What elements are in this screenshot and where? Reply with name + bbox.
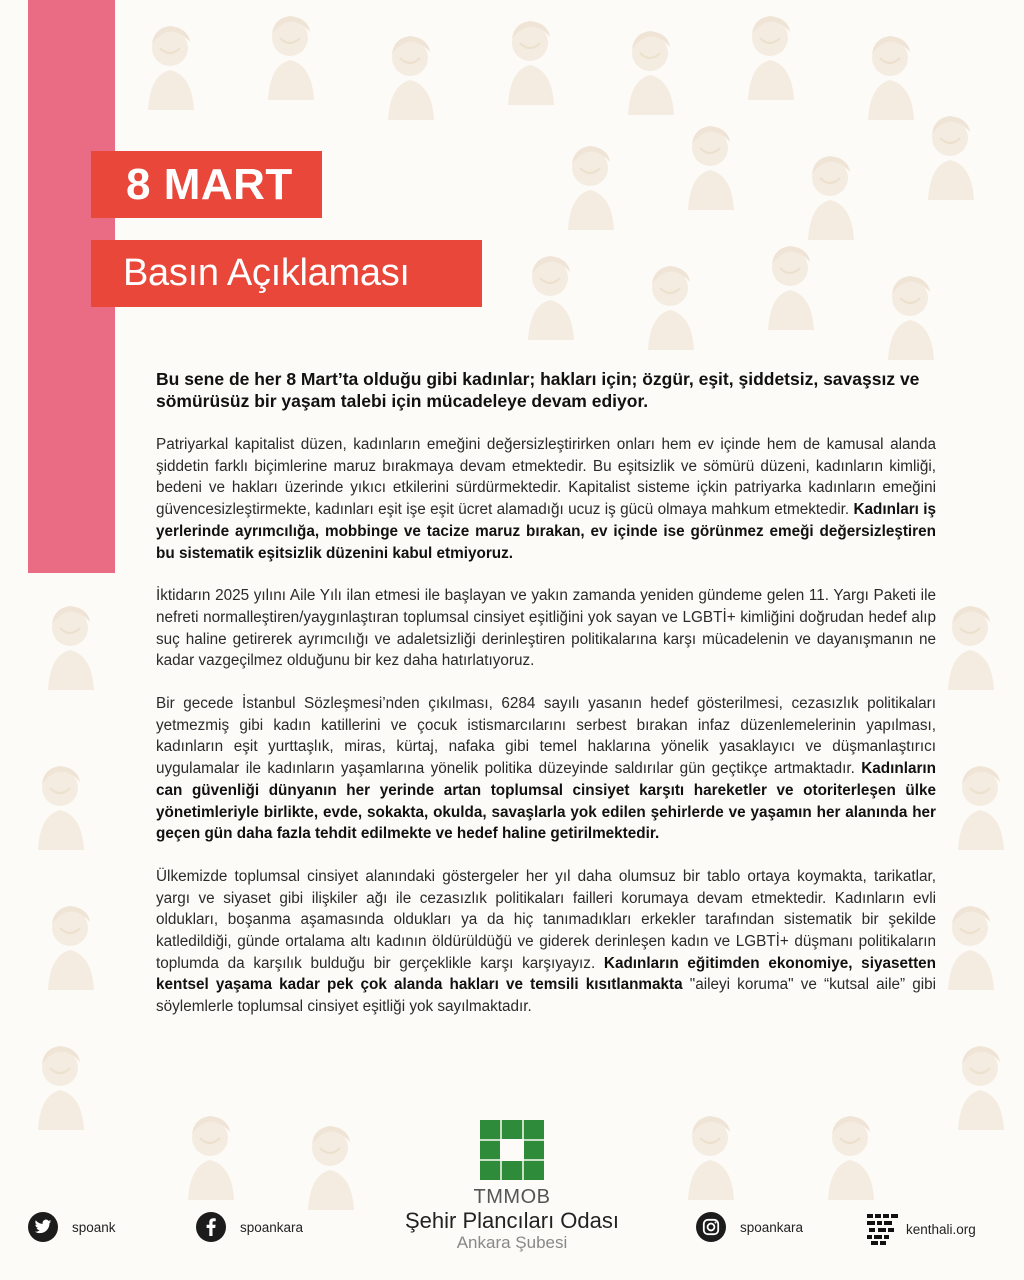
title-box	[91, 151, 322, 218]
green-square-grid-icon	[480, 1120, 544, 1180]
subtitle-box	[91, 240, 482, 307]
page-title: 8 MART	[126, 159, 293, 209]
paragraph-1-bold: Kadınları iş yerlerinde ayrımcılığa, mobbinge ve tacize maruz bırakan, ev içinde ise görünmez emeği değersizleştiren bu sistematik eşitsizlik düzenini kabul etmiyoruz.	[156, 501, 936, 562]
twitter-link[interactable]	[28, 1212, 116, 1242]
twitter-handle: spoank	[72, 1219, 116, 1235]
paragraph-2	[156, 585, 936, 672]
kenthali-logo-icon	[866, 1212, 900, 1246]
paragraph-1-text: Patriyarkal kapitalist düzen, kadınların emeğini değersizleştirirken onları hem ev içinde hem de kamusal alanda şiddetin farklı biçimlerine maruz bırakmaya devam etmektedir. Bu eşitsizlik ve sömürü düzeni, kadınların kimliği, bedeni ve hakları üzerinde yıkıcı etkilerini sürdürmektedir. Kapitalist sisteme içkin patriyarka kadınların emeğini güvencesizleştirmekte, kadınları eşit işe eşit ücret alamadığı ucuz iş gücü olmaya mahkum etmektedir.	[156, 436, 936, 519]
website-url: kenthali.org	[906, 1221, 976, 1237]
logo-branch-name: Ankara Şubesi	[456, 1233, 568, 1252]
website-link[interactable]	[866, 1212, 976, 1246]
paragraph-4-text: Ülkemizde toplumsal cinsiyet alanındaki göstergeler her yıl daha olumsuz bir tablo ortaya koymakta, tarikatlar, yargı ve siyaset gibi ilişkiler ağı ile cezasızlık politikaları failleri korumaya devam etmektedir. Kadınların evli oldukları, boşanma aşamasında oldukları ya da hiç tanımadıkları erkekler tarafından sistematik bir şekilde katledildiği, günde ortalama altı kadının öldürüldüğü ve giderek derinleşen kadın ve LGBTİ+ düşmanı politikaların toplumda da karşılık bulduğu bir gerçeklikle karşı karşıyayız.	[156, 867, 936, 972]
statement-body	[156, 368, 936, 1039]
paragraph-3-text: Bir gecede İstanbul Sözleşmesi’nden çıkılması, 6284 sayılı yasanın hedef gösterilmesi, cezasızlık politikaları yetmezmiş gibi kadın katillerini ve çocuk istismarcılarını serbest bırakan infaz düzenlemelerinin yapılması, kadınların eşit yurttaşlık, miras, kürtaj, nafaka gibi temel haklarına yönelik yasaklayıcı ve düşmanlaştırıcı uygulamalar ile kadınların yaşamlarına yönelik politika düzeyinde saldırılar gün geçtikçe artmaktadır.	[156, 695, 936, 778]
paragraph-4	[156, 866, 936, 1018]
instagram-icon	[696, 1212, 726, 1242]
logo-org-name: TMMOB	[473, 1186, 551, 1208]
facebook-link[interactable]	[196, 1212, 303, 1242]
lead-paragraph: Bu sene de her 8 Mart’ta olduğu gibi kadınlar; hakları için; özgür, eşit, şiddetsiz, savaşsız ve sömürüsüz bir yaşam talebi için mücadeleye devam ediyor.	[156, 369, 920, 411]
tmmob-logo	[397, 1120, 627, 1253]
logo-chamber-name: Şehir Plancıları Odası	[405, 1208, 619, 1233]
paragraph-4-tail: "aileyi koruma" ve “kutsal aile” gibi söylemlerle toplumsal cinsiyet eşitliği yok sayılmaktadır.	[156, 976, 937, 1016]
paragraph-3	[156, 693, 936, 845]
paragraph-3-bold: Kadınların can güvenliği dünyanın her yerinde artan toplumsal cinsiyet karşıtı hareketler ve otoriterleşen ülke yönetimleriyle birlikte, evde, sokakta, okulda, savaşlarla yok edilen şehirlerde ve yaşamın her alanında her geçen gün daha fazla tehdit edilmekte ve hedef haline getirilmektedir.	[156, 760, 936, 843]
page-subtitle: Basın Açıklaması	[123, 252, 410, 294]
paragraph-1	[156, 434, 936, 564]
facebook-handle: spoankara	[240, 1219, 304, 1235]
paragraph-2-text: İktidarın 2025 yılını Aile Yılı ilan etmesi ile başlayan ve yakın zamanda yeniden gündeme gelen 11. Yargı Paketi ile nefreti normalleştiren/yaygınlaştıran toplumsal cinsiyet eşitliğini yok sayan ve LGBTİ+ kimliğini doğrudan hedef alıp suç haline getirerek ayrımcılığı ve adaletsizliği derinleştiren politikalarına karşı mücadelenin ve dayanışmanın ne kadar vazgeçilmez olduğunu bir kez daha hatırlatıyoruz.	[156, 587, 936, 670]
paragraph-4-bold: Kadınların eğitimden ekonomiye, siyasetten kentsel yaşama kadar pek çok alanda hakları ve temsili kısıtlanmakta	[156, 954, 937, 994]
twitter-icon	[28, 1212, 58, 1242]
instagram-link[interactable]	[696, 1212, 803, 1242]
instagram-handle: spoankara	[740, 1219, 804, 1235]
facebook-icon	[196, 1212, 226, 1242]
